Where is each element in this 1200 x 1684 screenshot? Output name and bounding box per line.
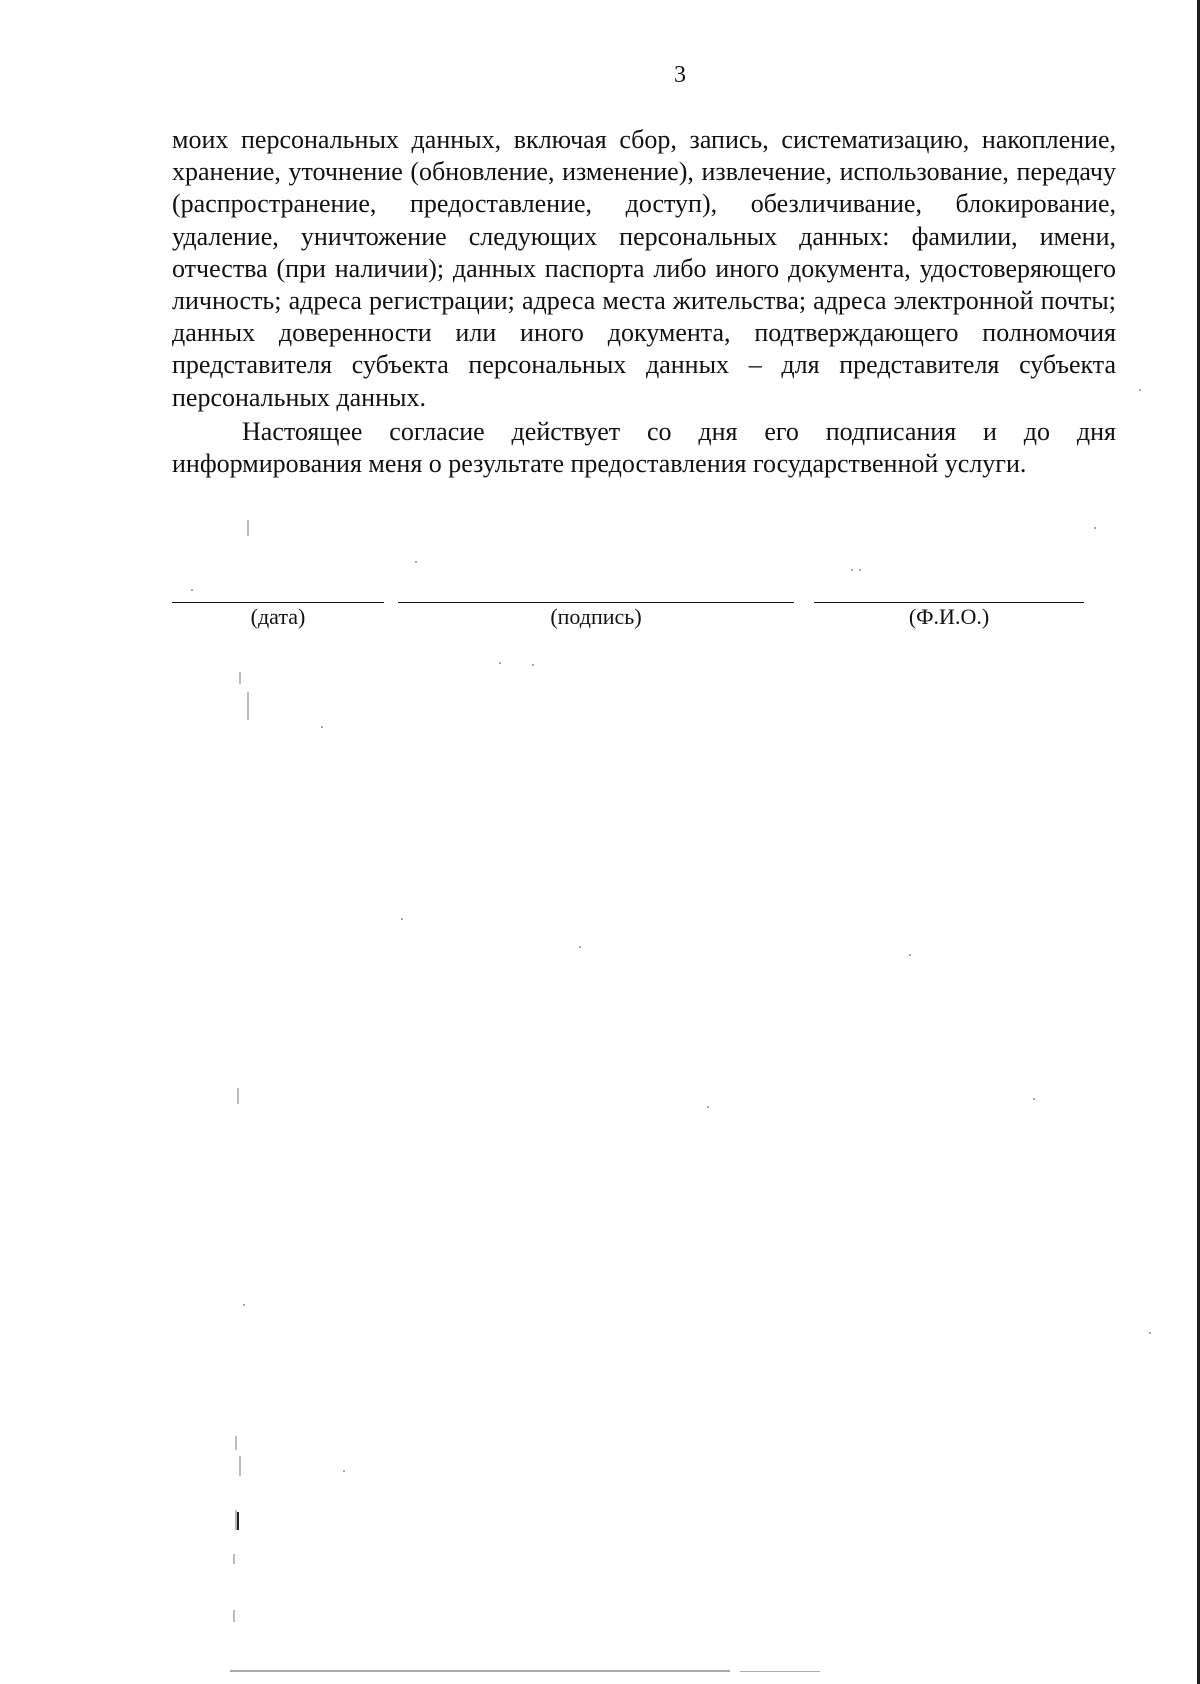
- signature-line: [398, 602, 794, 603]
- paragraph-personal-data: моих персональных данных, включая сбор, запись, систематизацию, накопление, хранение, уточнение (обновление, изменение), извлечение, использование, передачу (распространение, предоставление, доступ), обезличивание, блокирование, удаление, уничтожение следующих персональных данных: фамилии, имени, отчества (при наличии); данных паспорта либо иного документа, удостоверяющего личность; адреса регистрации; адреса места жительства; адреса электронной почты; данных доверенности или иного документа, подтверждающего полномочия представителя субъекта персональных данных – для представителя субъекта персональных данных.: [172, 125, 1116, 412]
- consent-text: [172, 124, 1116, 480]
- paragraph-validity: Настоящее согласие действует со дня его подписания и до дня информирования меня о результате предоставления государственной услуги.: [172, 416, 1116, 479]
- name-line: [814, 602, 1084, 603]
- name-label: (Ф.И.О.): [908, 604, 990, 629]
- date-line: [172, 602, 384, 603]
- page-number: 3: [674, 62, 686, 88]
- date-label: (дата): [250, 604, 306, 629]
- signature-label: (подпись): [550, 604, 642, 629]
